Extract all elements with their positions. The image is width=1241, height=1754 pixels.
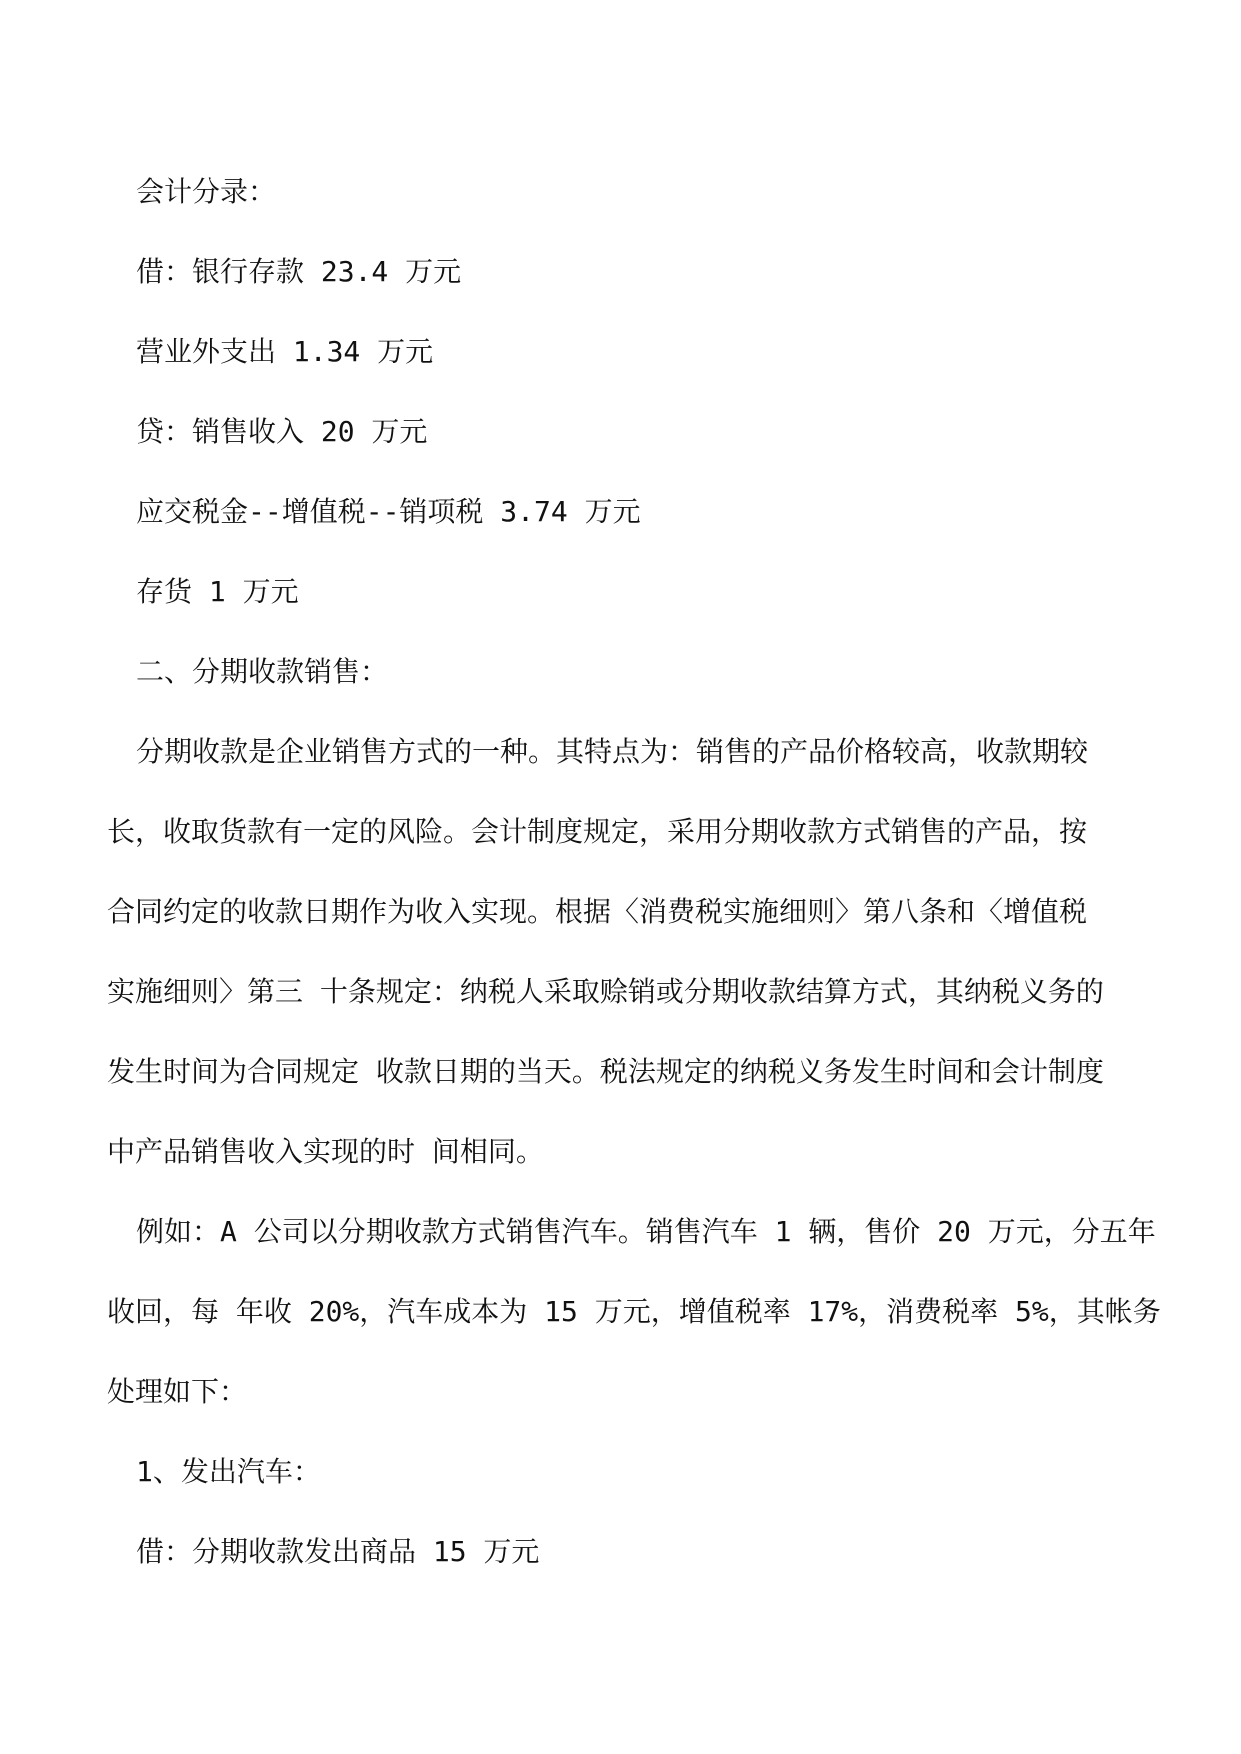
- step-heading: 1、发出汽车：: [136, 1455, 321, 1488]
- paragraph-line: 长，收取货款有一定的风险。会计制度规定，采用分期收款方式销售的产品，按: [107, 815, 1088, 848]
- credit-sales-revenue: 贷：销售收入 20 万元: [136, 415, 428, 448]
- example-line: 处理如下：: [107, 1375, 248, 1408]
- paragraph-line: 分期收款是企业销售方式的一种。其特点为：销售的产品价格较高，收款期较: [136, 735, 1089, 768]
- paragraph-line: 中产品销售收入实现的时 间相同。: [107, 1135, 544, 1168]
- paragraph-line: 实施细则〉第三 十条规定：纳税人采取赊销或分期收款结算方式，其纳税义务的: [107, 975, 1104, 1008]
- credit-vat-output: 应交税金--增值税--销项税 3.74 万元: [136, 495, 641, 528]
- debit-bank-deposit: 借：银行存款 23.4 万元: [136, 255, 462, 288]
- debit-nonoperating-expense: 营业外支出 1.34 万元: [136, 335, 434, 368]
- debit-installment-goods: 借：分期收款发出商品 15 万元: [136, 1535, 540, 1568]
- paragraph-line: 合同约定的收款日期作为收入实现。根据〈消费税实施细则〉第八条和〈增值税: [107, 895, 1088, 928]
- example-line: 例如：A 公司以分期收款方式销售汽车。销售汽车 1 辆，售价 20 万元，分五年: [136, 1215, 1156, 1248]
- credit-inventory: 存货 1 万元: [136, 575, 299, 608]
- section-heading-installment: 二、分期收款销售：: [136, 655, 389, 688]
- paragraph-line: 发生时间为合同规定 收款日期的当天。税法规定的纳税义务发生时间和会计制度: [107, 1055, 1104, 1088]
- entry-heading: 会计分录：: [136, 175, 277, 208]
- example-line: 收回，每 年收 20%，汽车成本为 15 万元，增值税率 17%，消费税率 5%，其帐务: [107, 1295, 1161, 1328]
